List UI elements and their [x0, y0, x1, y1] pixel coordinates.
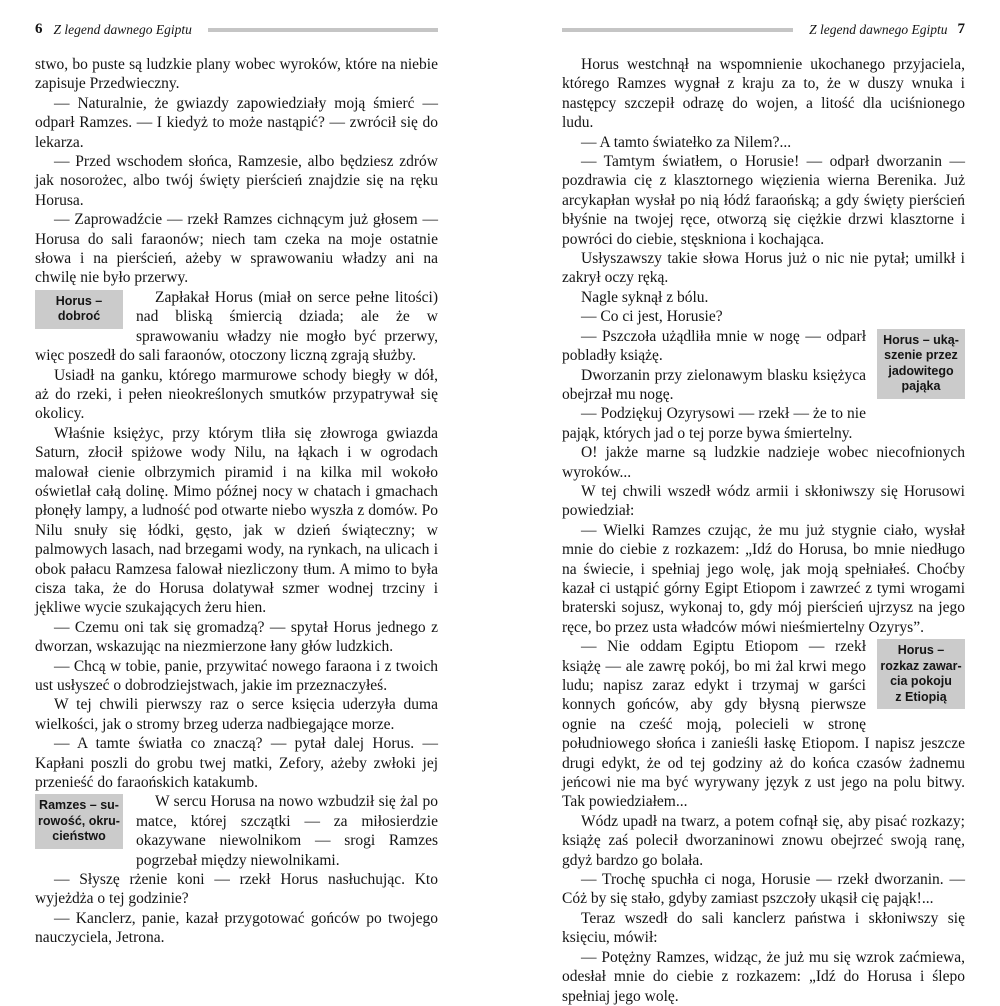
paragraph: — Nie oddam Egiptu Etiopom — rzekł książę — ale zawrę pokój, bo mi żal krwi mego ludu; napisz zaraz edykt i trzymaj w garści konnych gońców, aby gdy błysną pierwsze ognie na cześć moją, polecieli w stronę południowego słońca i zanieśli łaskę Etiopom. I napisz jeszcze drugi edykt, że od tej godziny aż do końca czasów żadnemu jeńcowi nie ma być wyrywany język z ust jego na polu bitwy. Tak powiedziałem... — [562, 638, 965, 811]
paragraph: — A tamte światła co znaczą? — pytał dalej Horus. — Kapłani poszli do grobu twej matki, Zefory, ażeby zwłoki jej przenieść do faraońskich katakumb. — [35, 735, 438, 792]
paragraph: — Co ci jest, Horusie? — [581, 308, 723, 326]
margin-note — [877, 329, 965, 399]
note-line: cieństwo — [52, 829, 106, 844]
paragraph: — Kanclerz, panie, kazał przygotować gońców po twojego nauczyciela, Jetrona. — [35, 909, 438, 947]
paragraph: — Pszczoła użądliła mnie w nogę — odparł pobladły książę. — [562, 327, 866, 365]
note-line: Horus – — [897, 643, 945, 658]
page-header — [35, 21, 438, 38]
note-line: szenie przez — [884, 348, 958, 363]
note-line: Ramzes – su- — [39, 798, 119, 813]
paragraph: — Potężny Ramzes, widząc, że już mu się wzrok zaćmiewa, odesłał mnie do ciebie z rozkazem: „Idź do Horusa i ślepo spełniaj jego wolę. — [562, 948, 965, 1005]
margin-note — [877, 639, 965, 709]
header-rule — [208, 28, 438, 32]
paragraph: Zapłakał Horus (miał on serce pełne litości) nad bliską śmiercią dziada; ale że w sprawowaniu władzy nie mogło być przerwy, więc poszedł do sali faraonów, otoczony liczną zgrają służby. — [35, 288, 438, 365]
note-line: rozkaz zawar- — [880, 658, 962, 673]
paragraph: — Czemu oni tak się gromadzą? — spytał Horus jednego z dworzan, wskazując na niezmierzone łany głów ludzkich. — [35, 618, 438, 656]
paragraph: O! jakże marne są ludzkie nadzieje wobec niecofnionych wyroków... — [562, 444, 965, 481]
paragraph: — Chcą w tobie, panie, przywitać nowego faraona i z twoich ust usłyszeć o dobrodziejstwach, jakie im przeznaczyłeś. — [35, 657, 438, 694]
paragraph: — Wielki Ramzes czując, że mu już stygnie ciało, wysłał mnie do ciebie z rozkazem: „Idź do Horusa, bo mnie niedługo na świecie, i spełniaj jego wolę, jak moją spełniałeś. Choćby kazał ci ustąpić górny Egipt Etiopom i zawrzeć z tymi wrogami braterski sojusz, wykonaj to, gdy mój pierścień ujrzysz na jego ręce, bo przez usta władców mówi nieśmiertelny Ozyrys”. — [562, 521, 965, 636]
paragraph: Dworzanin przy zielonawym blasku księżyca obejrzał mu nogę. — [562, 366, 866, 403]
paragraph: — Trochę spuchła ci noga, Horusie — rzekł dworzanin. — Cóż by się stało, gdyby zamiast pszczoły ukąsił cię pająk!... — [562, 871, 965, 908]
page-body — [562, 55, 965, 1006]
paragraph: — Słyszę rżenie koni — rzekł Horus nasłuchując. Kto wyjeżdża o tej godzinie? — [35, 871, 438, 908]
paragraph: Usiadł na ganku, którego marmurowe schody biegły w dół, aż do rzeki, i pełen nieokreślonych smutków przypatrywał się okolicy. — [35, 366, 438, 423]
note-line: rowość, okru- — [38, 813, 120, 828]
paragraph: Właśnie księżyc, przy którym tliła się złowroga gwiazda Saturn, złocił spiżowe wody Nilu, na łąkach i w ogrodach malował cienie olbrzymich piramid i na kilka mil wokoło oświetlał całą dolinę. Mimo późnej nocy w chatach i gmachach płonęły lampy, a ludność pod otwarte niebo wyszła z domów. Po Nilu snuły się łódki, gęsto, jak w dzień świąteczny; w palmowych lasach, nad brzegami wody, na rynkach, na ulicach i obok pałacu Ramzesa falował niezliczony tłum. A mimo to była cisza taka, że do Horusa dolatywał szmer wodnej trzciny i jękliwe wycie szukających żeru hien. — [35, 424, 438, 617]
running-title: Z legend dawnego Egiptu — [53, 22, 192, 37]
paragraph: Teraz wszedł do sali kanclerz państwa i skłoniwszy się księciu, mówił: — [562, 909, 965, 947]
paragraph: W tej chwili pierwszy raz o serce księcia uderzyła duma wielkości, jak o stromy brzeg uderza nadbiegające morze. — [35, 696, 438, 733]
page-body — [35, 55, 438, 948]
page-header — [562, 21, 965, 38]
paragraph: — A tamto światełko za Nilem?... — [581, 133, 792, 151]
paragraph: stwo, bo puste są ludzkie plany wobec wyroków, które na niebie zapisuje Przedwieczny. — [35, 56, 438, 93]
paragraph: Usłyszawszy takie słowa Horus już o nic nie pytał; umilkł i zakrył oczy ręką. — [562, 250, 965, 287]
page-right — [562, 21, 965, 1006]
note-line: cia pokoju — [890, 674, 952, 689]
note-line: dobroć — [57, 309, 101, 324]
note-line: pająka — [901, 379, 941, 394]
margin-note — [35, 794, 123, 849]
paragraph: — Podziękuj Ozyrysowi — rzekł — że to nie pająk, których jad o tej porze bywa śmiertelny. — [562, 405, 866, 442]
page-left — [35, 21, 438, 948]
note-line: z Etiopią — [895, 689, 947, 704]
running-title: Z legend dawnego Egiptu — [809, 22, 948, 37]
note-line: jadowitego — [888, 363, 954, 378]
page-number: 7 — [957, 21, 965, 37]
paragraph: — Tamtym światłem, o Horusie! — odparł dworzanin — pozdrawia cię z klasztornego więzienia wierna Berenika. Już arcykapłan wysłał po nią łódź faraońską; a gdy święty pierścień błyśnie na twojej ręce, otworzą się ciężkie drzwi klasztorne i powróci do ciebie, stęskniona i kochająca. — [562, 153, 965, 248]
note-line: Horus – — [55, 293, 103, 308]
paragraph: W tej chwili wszedł wódz armii i skłoniwszy się Horusowi powiedział: — [562, 482, 965, 520]
paragraph: — Naturalnie, że gwiazdy zapowiedziały moją śmierć — odparł Ramzes. — I kiedyż to może nastąpić? — zwrócił się do lekarza. — [35, 94, 438, 151]
paragraph: Wódz upadł na twarz, a potem cofnął się, aby pisać rozkazy; książę zaś polecił dworzaninowi znowu obejrzeć swoją ranę, gdyż bardzo go bolała. — [562, 812, 965, 869]
margin-note — [35, 290, 123, 329]
paragraph: Horus westchnął na wspomnienie ukochanego przyjaciela, którego Ramzes wygnał z kraju za to, że w duszy wnuka i następcy szczepił odrazę do wojen, a litość dla uciśnionego ludu. — [562, 56, 965, 132]
paragraph: W sercu Horusa na nowo wzbudził się żal po matce, której szczątki — za miłosierdzie okazywane niewolnikom — srogi Ramzes pogrzebał między niewolnikami. — [136, 793, 438, 869]
paragraph: Nagle syknął z bólu. — [581, 288, 709, 306]
note-line: Horus – uką- — [883, 332, 959, 347]
paragraph: — Zaprowadźcie — rzekł Ramzes cichnącym już głosem — Horusa do sali faraonów; niech tam czeka na moje ostatnie słowa i na pierścień, ażeby w sprawowaniu władzy ani na chwilę nie było przerwy. — [35, 211, 438, 287]
paragraph: — Przed wschodem słońca, Ramzesie, albo będziesz zdrów jak nosorożec, albo twój święty pierścień znajdzie się na ręku Horusa. — [35, 153, 438, 209]
header-rule — [562, 28, 793, 32]
page-number: 6 — [35, 21, 43, 37]
